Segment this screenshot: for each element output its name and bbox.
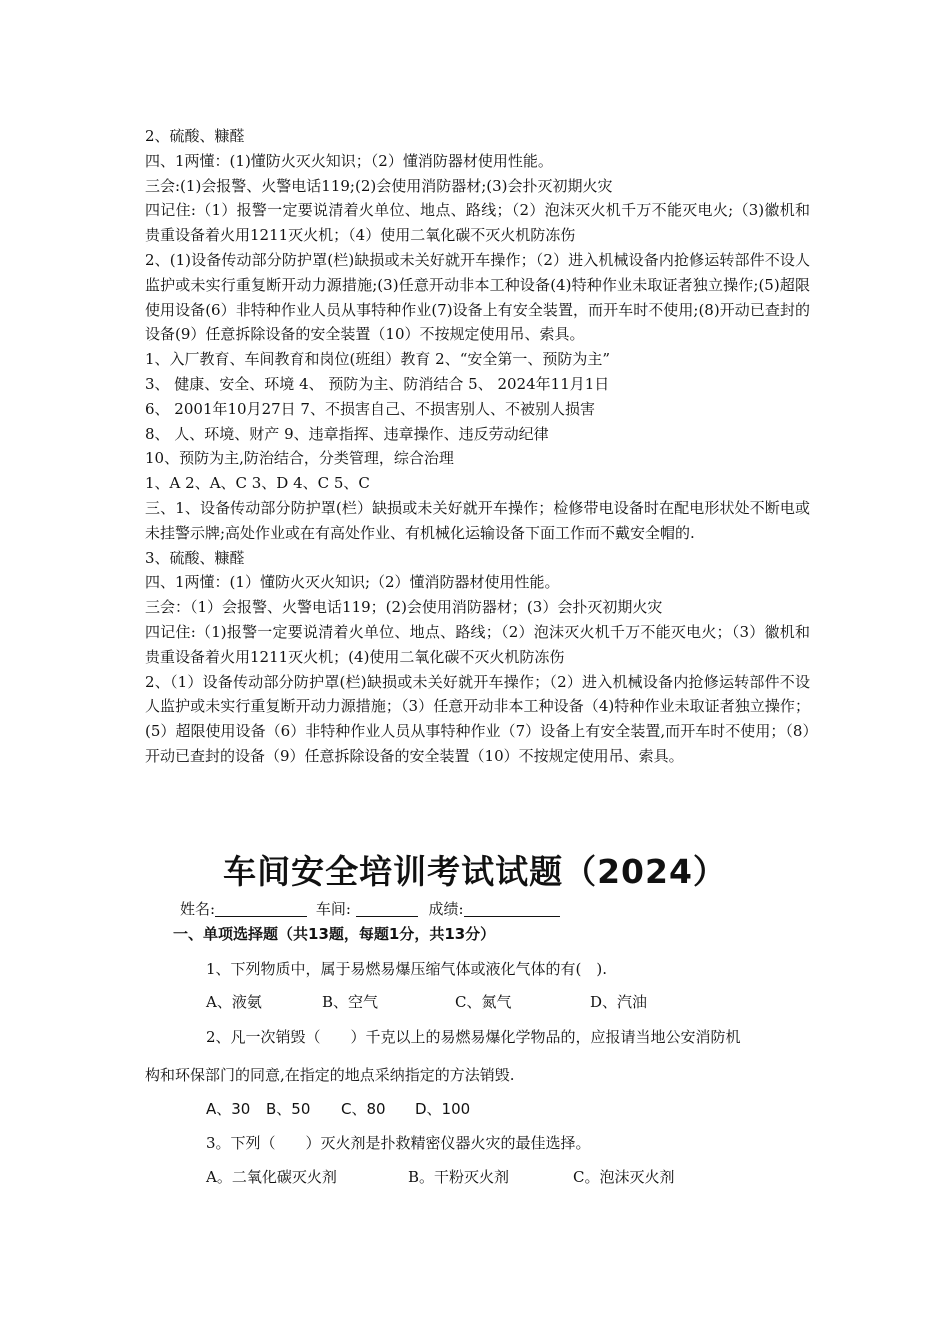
workshop-label: 车间: (315, 900, 351, 918)
answer-line: 6、 2001年10月27日 7、不损害自己、不损害别人、不被别人损害 (145, 399, 595, 418)
answer-line: 四、1两懂：(1）懂防火灭火知识;（2）懂消防器材使用性能。 (145, 573, 560, 592)
q3-option-a: A。二氧化碳灭火剂 (206, 1168, 337, 1186)
answer-line: 四、1两懂：(1)懂防火灭火知识；（2）懂消防器材使用性能。 (145, 151, 553, 170)
name-blank[interactable] (215, 900, 307, 917)
name-label: 姓名: (180, 900, 216, 918)
q2-option-d: D、100 (415, 1100, 471, 1118)
answer-line: 8、 人、环境、财产 9、违章指挥、违章操作、违反劳动纪律 (145, 424, 549, 443)
answer-line: 3、硫酸、糠醛 (145, 548, 245, 567)
q1-option-a: A、液氨 (206, 993, 262, 1011)
answer-line: 2、(1)设备传动部分防护罩(栏)缺损或未关好就开车操作；（2）进入机械设备内抢修运转部件不设人监护或未实行重复断开动力源措施;(3)任意开动非本工种设备(4)特种作业未取证者独立操作;(5)超限使用设备(6）非特种作业人员从事特种作业(7)设备上有安全装置，而开车时不使用;(8)开动已查封的设备(9）任意拆除设备的安全装置（10）不按规定使用吊、索具。 (145, 250, 810, 344)
q2-option-a: A、30 (206, 1100, 251, 1118)
question-2: 2、凡一次销毁（ ）千克以上的易燃易爆化学物品的，应报请当地公安消防机 (206, 1028, 741, 1046)
q2-option-b: B、50 (266, 1100, 311, 1118)
exam-title: 车间安全培训考试试题（2024） (223, 852, 727, 891)
score-blank[interactable] (464, 900, 560, 917)
answer-line: 1、A 2、A、C 3、D 4、C 5、C (145, 474, 370, 493)
q2-option-c: C、80 (341, 1100, 386, 1118)
q3-option-c: C。泡沫灭火剂 (573, 1168, 675, 1186)
answer-line: 四记住:（1）报警一定要说清着火单位、地点、路线；（2）泡沫灭火机千万不能灭电火;（3)徽机和贵重设备着火用1211灭火机；（4）使用二氧化碳不灭火机防冻伤 (145, 201, 810, 245)
workshop-blank[interactable] (356, 900, 418, 917)
answer-line: 三、1、设备传动部分防护罩(栏）缺损或未关好就开车操作；检修带电设备时在配电形状处不断电或未挂警示牌;高处作业或在有高处作业、有机械化运输设备下面工作而不戴安全帽的. (145, 498, 810, 542)
q3-option-b: B。干粉灭火剂 (408, 1168, 510, 1186)
answer-key-block (145, 124, 810, 769)
q1-option-b: B、空气 (322, 993, 379, 1011)
exam-info-line (180, 898, 560, 919)
answer-line: 1、入厂教育、车间教育和岗位(班组）教育 2、“安全第一、预防为主” (145, 350, 611, 369)
answer-line: 2、（1）设备传动部分防护罩(栏)缺损或未关好就开车操作；（2）进入机械设备内抢修运转部件不设人监护或未实行重复断开动力源措施；（3）任意开动非本工种设备（4)特种作业未取证者独立操作；(5）超限使用设备（6）非特种作业人员从事特种作业（7）设备上有安全装置,而开车时不使用；（8）开动已查封的设备（9）任意拆除设备的安全装置（10）不按规定使用吊、索具。 (145, 672, 810, 765)
answer-line: 三会：（1）会报警、火警电话119；(2)会使用消防器材；(3）会扑灭初期火灾 (145, 598, 663, 617)
answer-line: 3、 健康、安全、环境 4、 预防为主、防消结合 5、 2024年11月1日 (145, 374, 610, 393)
q1-option-d: D、汽油 (590, 993, 648, 1011)
q1-option-c: C、氮气 (455, 993, 512, 1011)
section-heading: 一、单项选择题（共13题，每题1分，共13分） (173, 925, 496, 943)
answer-line: 四记住:（1)报警一定要说清着火单位、地点、路线；（2）泡沫灭火机千万不能灭电火；（3）徽机和贵重设备着火用1211灭火机；(4)使用二氧化碳不灭火机防冻伤 (145, 622, 810, 666)
answer-line: 2、硫酸、糠醛 (145, 127, 245, 145)
question-1: 1、下列物质中，属于易燃易爆压缩气体或液化气体的有( ). (206, 960, 608, 978)
answer-line: 10、预防为主,防治结合，分类管理，综合治理 (145, 449, 454, 468)
score-label: 成绩: (428, 900, 464, 918)
answer-line: 三会:(1)会报警、火警电话119;(2)会使用消防器材;(3)会扑灭初期火灾 (145, 176, 613, 195)
question-2-cont: 构和环保部门的同意,在指定的地点采纳指定的方法销毁. (145, 1066, 515, 1084)
question-3: 3。下列（ ）灭火剂是扑救精密仪器火灾的最佳选择。 (206, 1134, 591, 1152)
